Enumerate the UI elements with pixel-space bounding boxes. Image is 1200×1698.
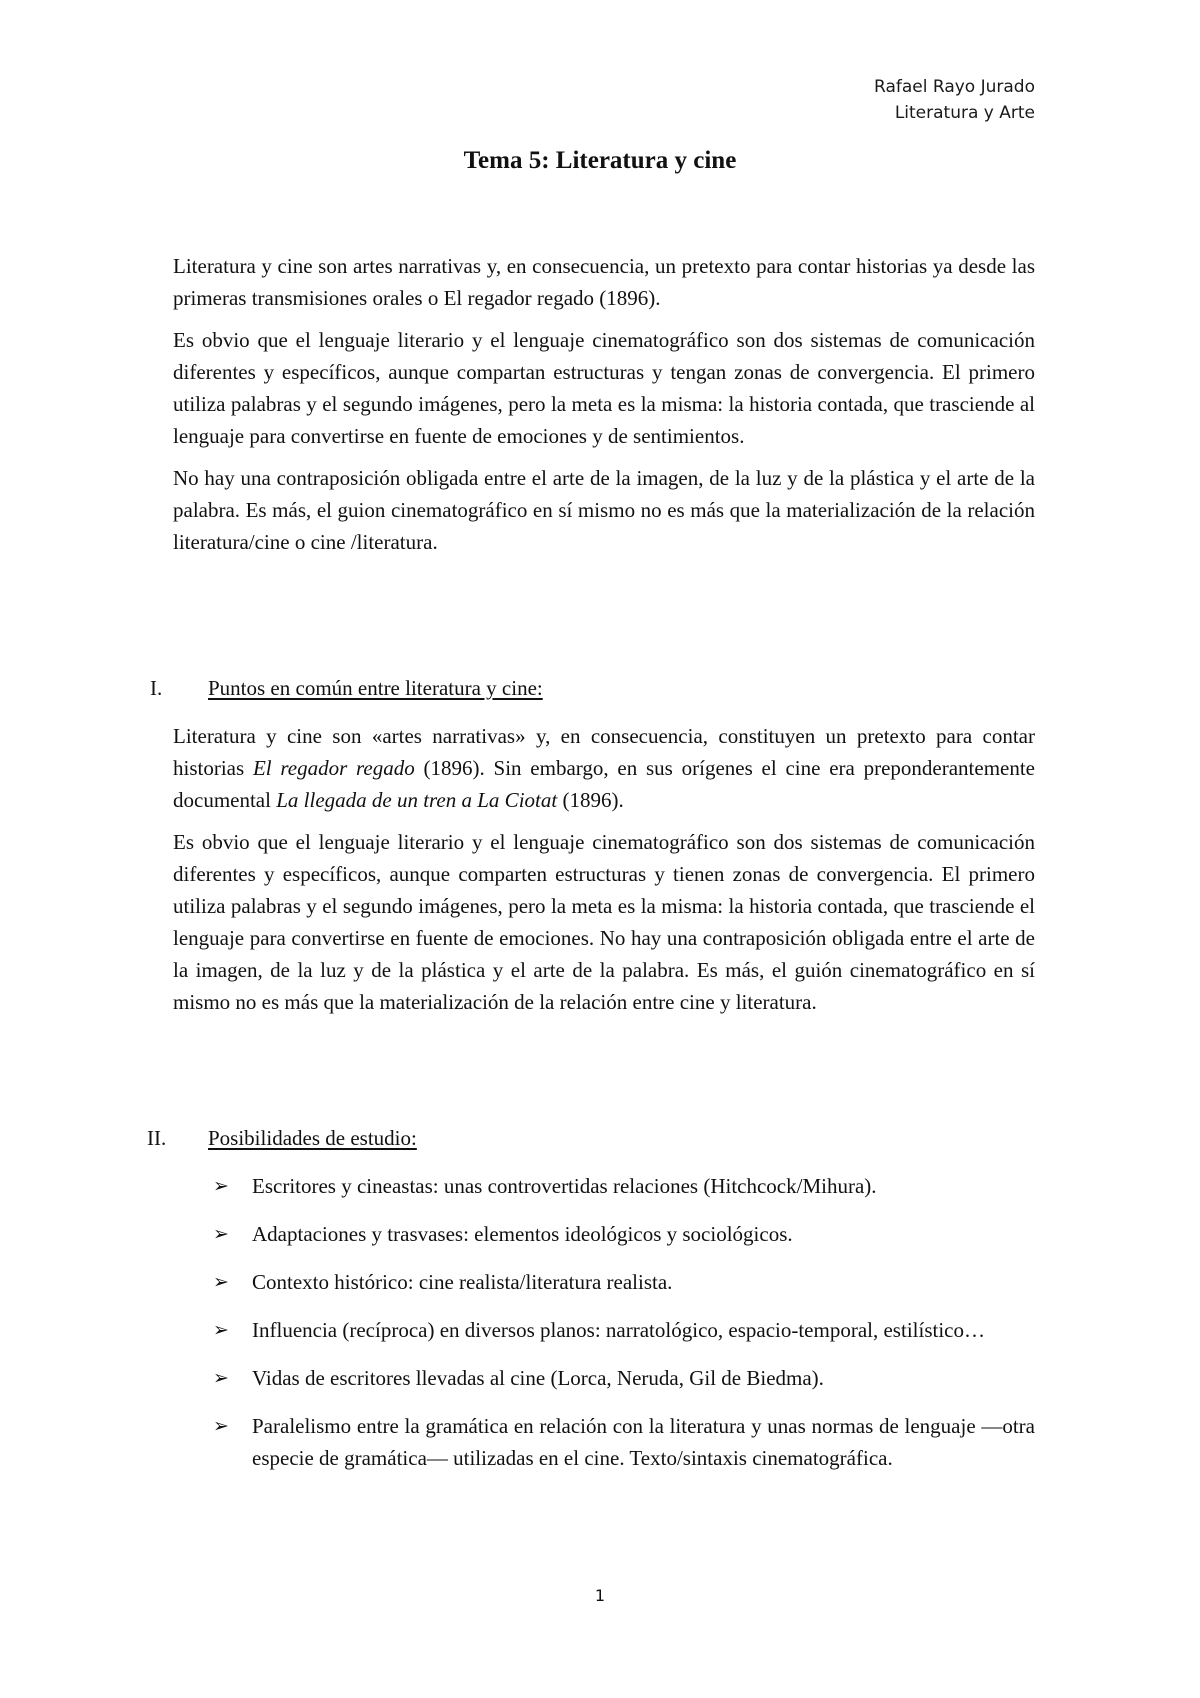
list-item-text: Contexto histórico: cine realista/literatura realista. [252,1270,673,1294]
document-title: Tema 5: Literatura y cine [463,147,737,174]
list-item [213,1266,1035,1298]
list-item [213,1314,1035,1346]
list-item [213,1362,1035,1394]
intro-paragraph-1: Literatura y cine son artes narrativas y, en consecuencia, un pretexto para contar historias ya desde las primeras transmisiones orales o El regador regado (1896). [173,254,1035,310]
arrow-bullet-icon: ➢ [213,1415,229,1437]
section-2-heading [147,1122,417,1154]
intro-paragraph-3: No hay una contraposición obligada entre el arte de la imagen, de la luz y de la plástica y el arte de la palabra. Es más, el guion cinematográfico en sí mismo no es más que la materialización de la relación literatura/cine o cine /literatura. [173,466,1035,554]
list-item-text: Paralelismo entre la gramática en relación con la literatura y unas normas de lenguaje —otra especie de gramática— utilizadas en el cine. Texto/sintaxis cinematográfica. [252,1414,1035,1470]
section-1-paragraph-1 [173,720,1035,816]
section-1-heading [150,672,543,704]
list-item-text: Escritores y cineastas: unas controvertidas relaciones (Hitchcock/Mihura). [252,1174,877,1198]
list-item [213,1410,1035,1474]
list-item-text: Adaptaciones y trasvases: elementos ideológicos y sociológicos. [252,1222,793,1246]
arrow-bullet-icon: ➢ [213,1319,229,1341]
intro-paragraph-2: Es obvio que el lenguaje literario y el lenguaje cinematográfico son dos sistemas de comunicación diferentes y específicos, aunque compartan estructuras y tengan zonas de convergencia. El primero utiliza palabras y el segundo imágenes, pero la meta es la misma: la historia contada, que trasciende al lenguaje para convertirse en fuente de emociones y de sentimientos. [173,328,1035,448]
list-item-text: Influencia (recíproca) en diversos planos: narratológico, espacio-temporal, estilístico… [252,1318,985,1342]
intro-section [173,250,1035,568]
list-item [213,1170,1035,1202]
arrow-bullet-icon: ➢ [213,1271,229,1293]
section-1-number: I. [150,676,163,700]
page-header [874,74,1035,126]
arrow-bullet-icon: ➢ [213,1367,229,1389]
list-item [213,1218,1035,1250]
section-1-paragraph-1-text-a: Literatura y cine son «artes narrativas» y, en consecuencia, constituyen un pretexto para contar historias [173,724,1035,780]
study-possibilities-list [213,1170,1035,1490]
arrow-bullet-icon: ➢ [213,1175,229,1197]
section-1-title: Puntos en común entre literatura y cine: [208,676,543,700]
section-2-title: Posibilidades de estudio: [208,1126,417,1150]
arrow-bullet-icon: ➢ [213,1223,229,1245]
section-1-paragraph-1-text-c: (1896). [557,788,624,812]
header-author: Rafael Rayo Jurado [874,77,1035,97]
page-number: 1 [594,1586,606,1605]
film-title-regador: El regador regado [252,756,415,780]
header-course: Literatura y Arte [894,103,1035,123]
list-item-text: Vidas de escritores llevadas al cine (Lorca, Neruda, Gil de Biedma). [252,1366,824,1390]
film-title-llegada: La llegada de un tren a La Ciotat [276,788,558,812]
section-1-paragraph-1-text-b: (1896). Sin embargo, en sus orígenes el cine era preponderantemente documental [173,756,1036,812]
section-1-body [173,720,1035,1028]
section-1-paragraph-2: Es obvio que el lenguaje literario y el lenguaje cinematográfico son dos sistemas de comunicación diferentes y específicos, aunque comparten estructuras y tienen zonas de convergencia. El primero utiliza palabras y el segundo imágenes, pero la meta es la misma: la historia contada, que trasciende el lenguaje para convertirse en fuente de emociones. No hay una contraposición obligada entre el arte de la imagen, de la luz y de la plástica y el arte de la palabra. Es más, el guión cinematográfico en sí mismo no es más que la materialización de la relación entre cine y literatura. [173,830,1035,1014]
section-2-number: II. [147,1126,167,1150]
